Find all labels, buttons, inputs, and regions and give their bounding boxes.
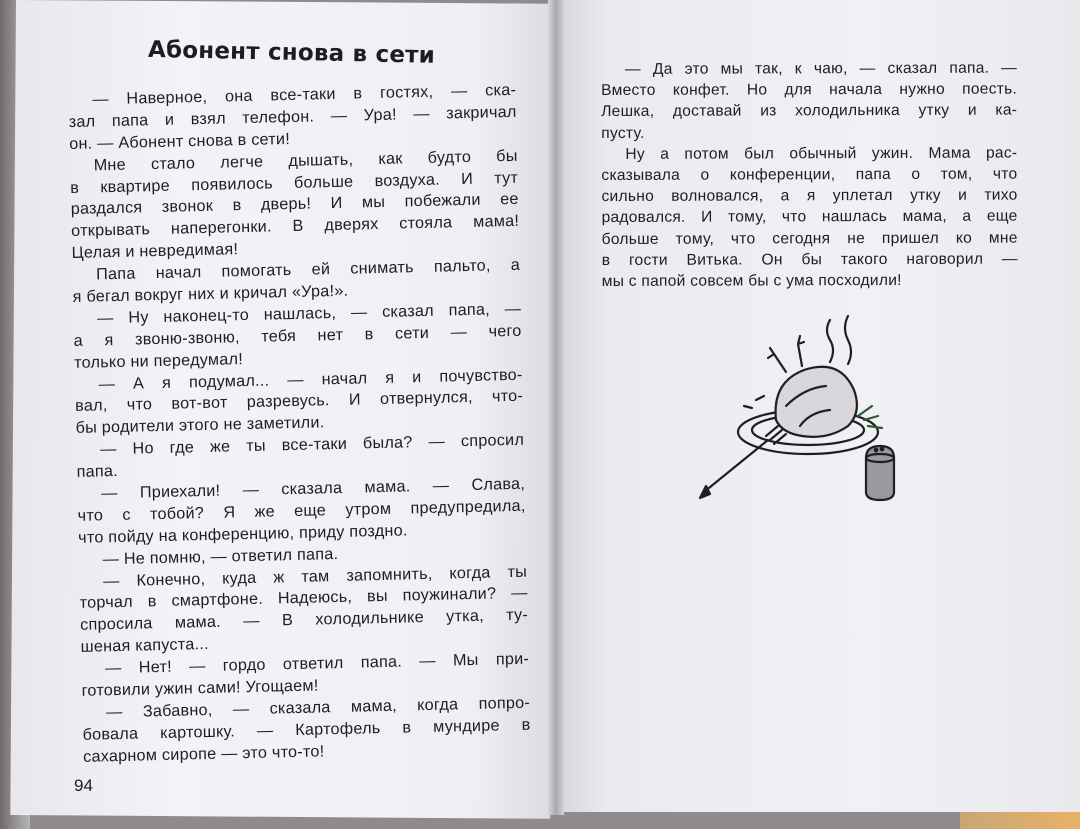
- text-line: Вместо конфет. Но для начала нужно поесть.: [601, 80, 1018, 100]
- text-line: — Не помню, — ответил папа.: [102, 544, 339, 569]
- text-line: спросила мама. — В холодильнике утка, ту-: [79, 606, 529, 635]
- text-line: открывать наперегонки. В дверях стояла мама!: [71, 212, 520, 241]
- text-line: — Наверное, она все-таки в гостях, — ска-: [92, 80, 517, 109]
- text-line: только ни передумал!: [73, 349, 244, 372]
- text-line: зал папа и взял телефон. — Ура! — закричал: [68, 102, 517, 131]
- text-line: бы родители этого не заметили.: [75, 413, 325, 438]
- text-line: сахарном сиропе — это что-то!: [82, 742, 325, 766]
- text-line: раздался звонок в дверь! И мы побежали ее: [70, 190, 519, 219]
- text-line: я бегал вокруг них и кричал «Ура!».: [72, 281, 349, 306]
- text-line: в гости Витька. Он бы такого наговорил —: [601, 250, 1018, 269]
- book-gutter: [548, 0, 564, 815]
- text-line: Ну а потом был обычный ужин. Мама рас-: [625, 144, 1018, 163]
- text-line: готовили ужин сами! Угощаем!: [81, 676, 319, 700]
- text-line: — Приехали! — сказала мама. — Слава,: [100, 474, 526, 503]
- text-line: сильно волновался, а я уплетал утку и тихо: [601, 186, 1018, 206]
- text-line: — Но где же ты все-таки была? — спросил: [99, 430, 525, 459]
- text-line: сказывала о конференции, папа о том, что: [601, 165, 1018, 184]
- text-line: что пойду на конференцию, приду поздно.: [77, 521, 408, 547]
- text-line: шеная капуста...: [80, 635, 209, 657]
- text-line: больше тому, что сегодня не пришел ко мне: [601, 229, 1018, 248]
- chapter-title: Абонент снова в сети: [147, 36, 436, 69]
- text-line: Папа начал помогать ей снимать пальто, а: [95, 255, 521, 284]
- text-line: Целая и невредимая!: [71, 240, 239, 263]
- roast-duck-illustration: [690, 308, 920, 518]
- text-line: — Да это мы так, к чаю, — сказал папа. —: [625, 59, 1018, 78]
- text-line: вал, что вот-вот разревусь. И отвернулся, что-: [74, 387, 524, 416]
- text-line: Лешка, доставай из холодильника утку и ка-: [601, 101, 1018, 121]
- text-line: бовала картошку. — Картофель в мундире в: [82, 715, 531, 744]
- text-line: торчал в смартфоне. Надеюсь, вы поужинали? —: [79, 584, 528, 613]
- text-line: Мне стало легче дышать, как будто бы: [93, 146, 518, 175]
- text-line: пусту.: [601, 124, 645, 142]
- page-number: 94: [74, 776, 93, 795]
- text-line: папа.: [76, 462, 119, 482]
- text-line: — А я подумал... — начал я и почувство-: [98, 365, 523, 393]
- text-line: а я звоню-звоню, тебя нет в сети — чего: [73, 321, 522, 350]
- text-line: мы с папой совсем бы с ума посходили!: [601, 271, 902, 290]
- right-text-column: [601, 58, 1018, 293]
- text-line: — Конечно, куда ж там запомнить, когда ты: [102, 562, 528, 590]
- text-line: — Нет! — гордо ответил папа. — Мы при-: [104, 649, 530, 678]
- text-line: он. — Абонент снова в сети!: [69, 129, 291, 153]
- text-line: радовался. И тому, что нашлась мама, а еще: [601, 207, 1018, 227]
- text-line: — Ну наконец-то нашлась, — сказал папа, —: [96, 299, 522, 328]
- left-text-column: [68, 80, 531, 769]
- text-line: что с тобой? Я же еще утром предупредила,: [77, 496, 526, 525]
- text-line: в квартире появилось больше воздуха. И тут: [70, 168, 519, 197]
- text-line: — Забавно, — сказала мама, когда попро-: [105, 693, 531, 722]
